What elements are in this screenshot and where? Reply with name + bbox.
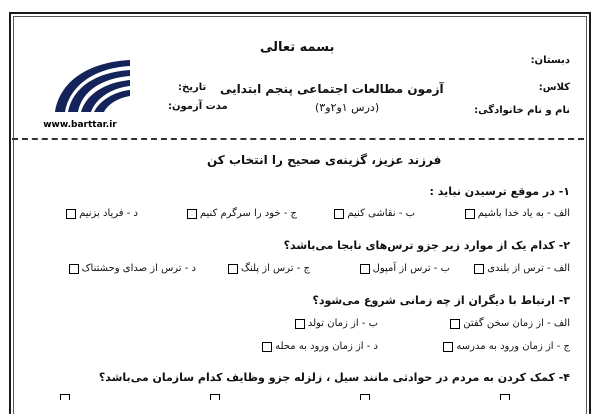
q2-option-a-label: الف - ترس از بلندی bbox=[487, 263, 570, 274]
question-4: ۴- کمک کردن به مردم در حوادثی مانند سیل ، زلزله جزو وظایف کدام سازمان می‌باشد؟ bbox=[98, 371, 570, 384]
q2-option-d-checkbox[interactable] bbox=[69, 264, 79, 274]
header-divider bbox=[12, 138, 584, 140]
school-label: دبستان: bbox=[530, 55, 570, 66]
q1-option-b-checkbox[interactable] bbox=[334, 209, 344, 219]
lessons-subtitle: (درس ۱و۲و۳) bbox=[315, 101, 380, 114]
q2-option-b[interactable] bbox=[360, 263, 450, 274]
q3-option-a-checkbox[interactable] bbox=[450, 319, 460, 329]
q3-option-d-checkbox[interactable] bbox=[262, 342, 272, 352]
duration-label: مدت آزمون: bbox=[168, 101, 228, 112]
instructions: فرزند عزیز، گزینه‌ی صحیح را انتخاب کن bbox=[207, 153, 442, 167]
question-1: ۱- در موقع ترسیدن نباید : bbox=[429, 185, 570, 198]
q2-option-a-checkbox[interactable] bbox=[474, 264, 484, 274]
q1-option-d-label: د - فریاد بزنیم bbox=[79, 208, 138, 219]
q3-option-c-checkbox[interactable] bbox=[443, 342, 453, 352]
q2-option-a[interactable] bbox=[474, 263, 570, 274]
q2-option-b-checkbox[interactable] bbox=[360, 264, 370, 274]
q3-option-d[interactable] bbox=[262, 341, 378, 352]
q1-option-d-checkbox[interactable] bbox=[66, 209, 76, 219]
q2-option-c-label: ج - ترس از پلنگ bbox=[241, 263, 310, 274]
q2-option-b-label: ب - ترس از آمپول bbox=[372, 263, 450, 274]
q4-options-cutoff bbox=[40, 393, 570, 400]
q4-checkbox-2[interactable] bbox=[210, 394, 220, 400]
barttar-logo bbox=[20, 50, 140, 138]
q4-checkbox-4[interactable] bbox=[500, 394, 510, 400]
q1-option-d[interactable] bbox=[66, 208, 138, 219]
q3-option-a[interactable] bbox=[450, 318, 570, 329]
name-label: نام و نام خانوادگی: bbox=[474, 105, 570, 116]
q3-option-a-label: الف - از زمان سخن گفتن bbox=[463, 318, 570, 329]
q1-option-a-label: الف - به یاد خدا باشیم bbox=[477, 208, 570, 219]
q2-option-d[interactable] bbox=[69, 263, 196, 274]
bismillah: بسمه تعالی bbox=[260, 40, 335, 55]
q2-option-c[interactable] bbox=[228, 263, 310, 274]
q3-option-b-label: ب - از زمان تولد bbox=[307, 318, 378, 329]
q1-option-a[interactable] bbox=[465, 208, 570, 219]
q1-option-c-label: ج - خود را سرگرم کنیم bbox=[199, 208, 297, 219]
q1-option-a-checkbox[interactable] bbox=[465, 209, 475, 219]
q1-option-b-label: ب - نقاشی کنیم bbox=[347, 208, 415, 219]
q1-option-b[interactable] bbox=[334, 208, 415, 219]
q3-option-d-label: د - از زمان ورود به محله bbox=[275, 341, 378, 352]
q3-option-b[interactable] bbox=[295, 318, 378, 329]
q4-checkbox-1[interactable] bbox=[60, 394, 70, 400]
q4-checkbox-3[interactable] bbox=[360, 394, 370, 400]
question-2: ۲- کدام یک از موارد زیر جزو ترس‌های نابجا می‌باشد؟ bbox=[283, 239, 570, 252]
class-label: کلاس: bbox=[538, 82, 570, 93]
logo-url: www.barttar.ir bbox=[43, 120, 117, 130]
q1-option-c[interactable] bbox=[187, 208, 297, 219]
question-3: ۳- ارتباط با دیگران از چه زمانی شروع می‌شود؟ bbox=[312, 294, 570, 307]
q3-option-b-checkbox[interactable] bbox=[295, 319, 305, 329]
q2-option-c-checkbox[interactable] bbox=[228, 264, 238, 274]
q3-option-c[interactable] bbox=[443, 341, 570, 352]
q2-option-d-label: د - ترس از صدای وحشتناک bbox=[81, 263, 196, 274]
logo-graphic-icon bbox=[20, 50, 140, 120]
q3-option-c-label: ج - از زمان ورود به مدرسه bbox=[456, 341, 570, 352]
exam-title: آزمون مطالعات اجتماعی پنجم ابتدایی bbox=[220, 82, 444, 96]
q1-option-c-checkbox[interactable] bbox=[187, 209, 197, 219]
date-label: تاریخ: bbox=[178, 82, 207, 93]
